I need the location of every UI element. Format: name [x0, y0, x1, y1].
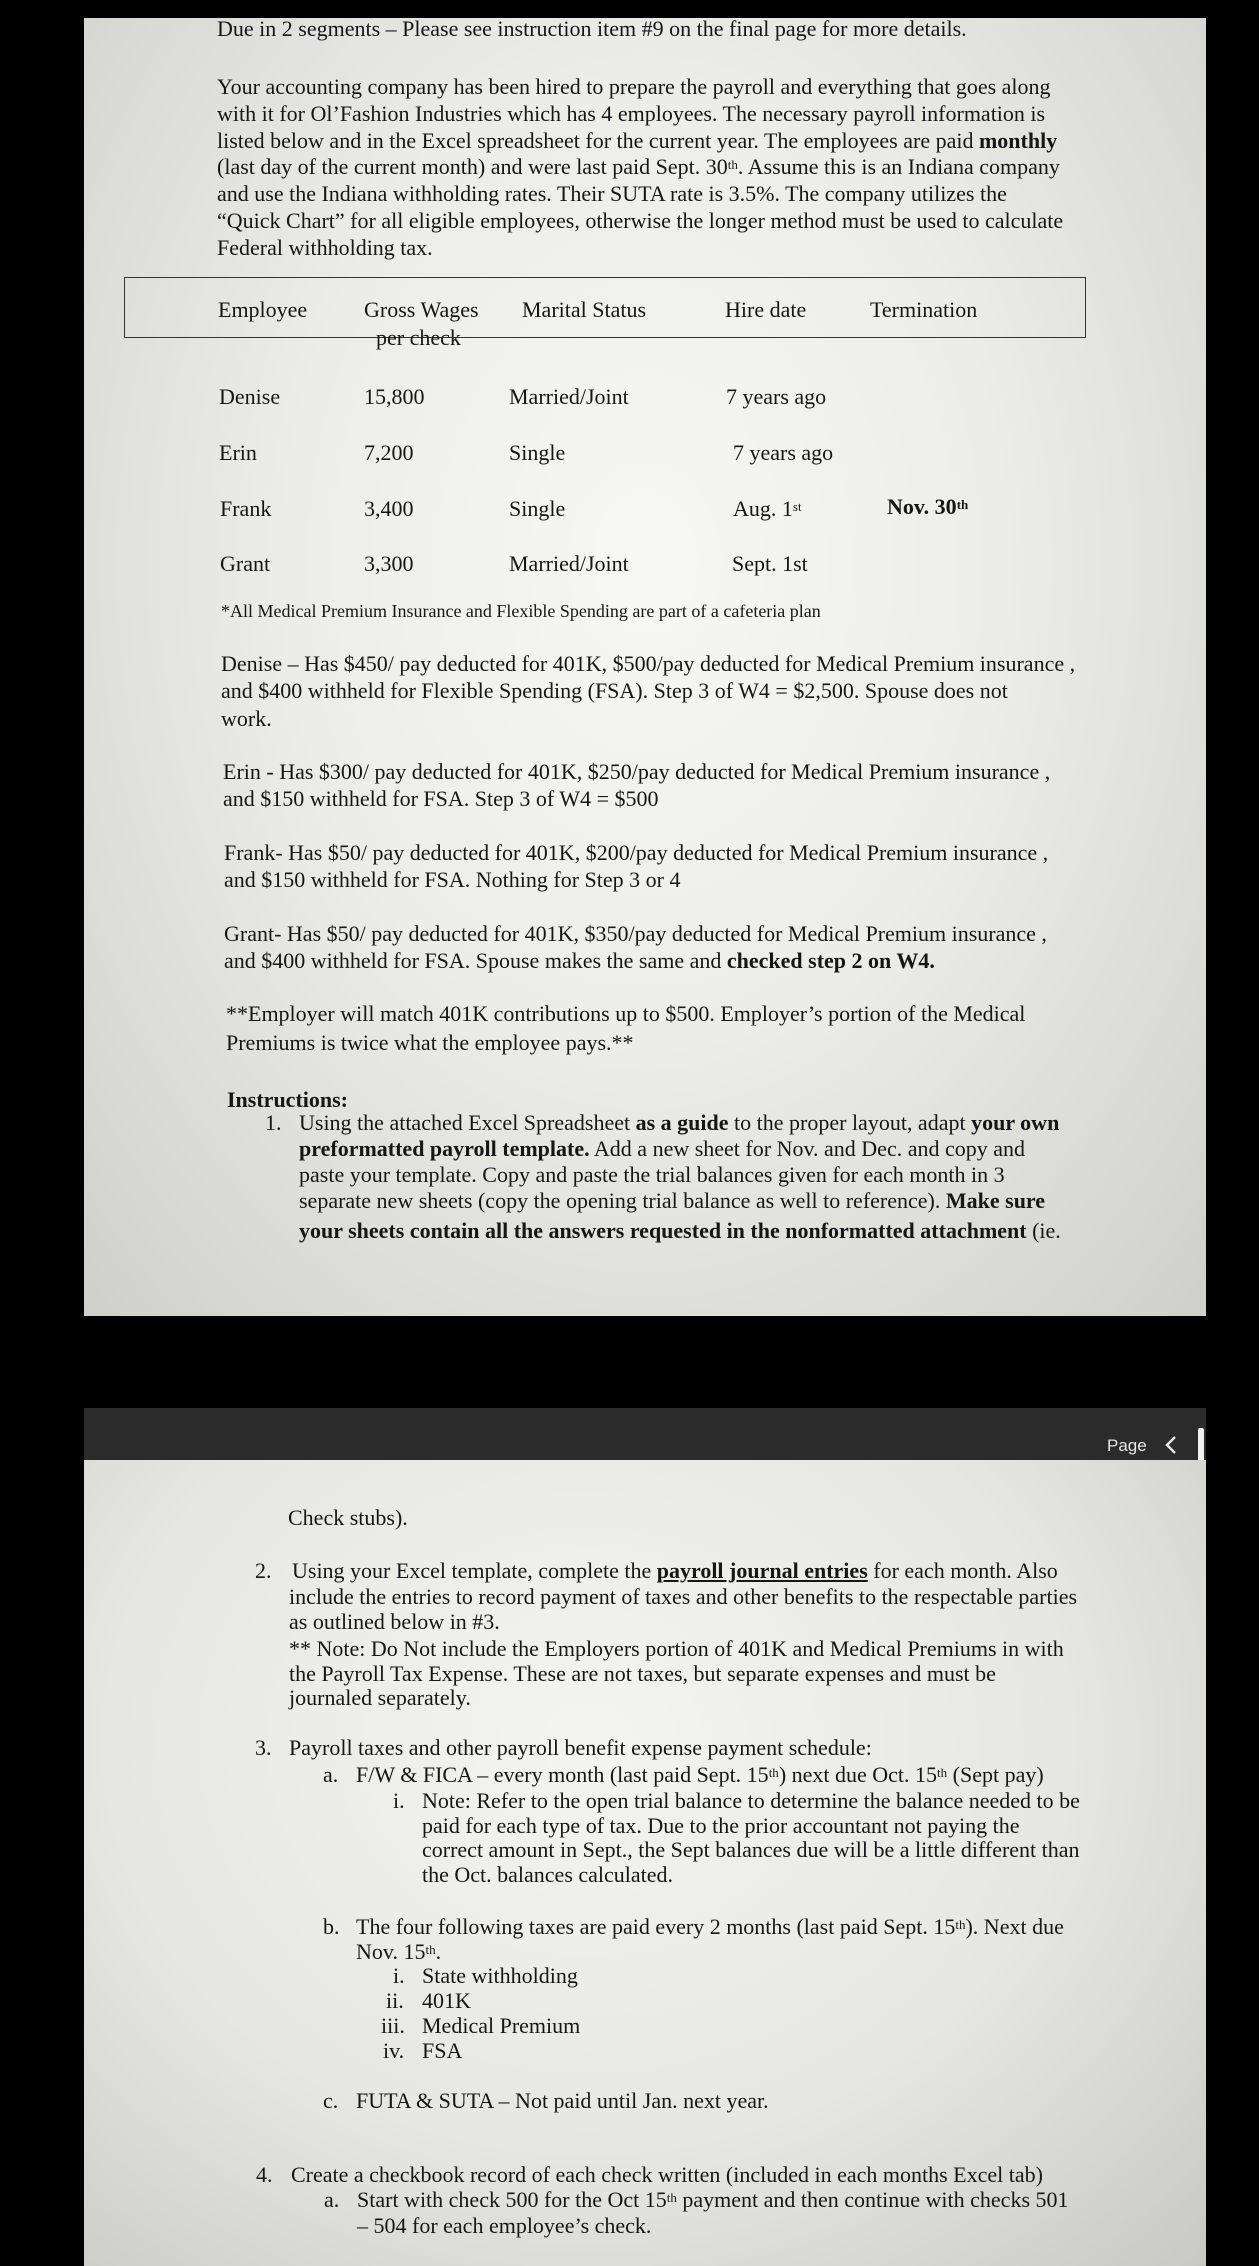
intro-line: and use the Indiana withholding rates. Their SUTA rate is 3.5%. The company utilizes the — [217, 181, 1007, 206]
sub-label: c. — [323, 2088, 339, 2113]
chevron-left-icon[interactable] — [1161, 1432, 1181, 1458]
employee-wages: 7,200 — [364, 440, 414, 465]
employee-wages: 3,300 — [364, 551, 414, 576]
employee-name: Grant — [220, 551, 271, 576]
item-line: journaled separately. — [289, 1685, 471, 1710]
list-label: iv. — [383, 2038, 405, 2063]
due-line: Due in 2 segments – Please see instruction item #9 on the final page for more details. — [217, 16, 967, 41]
list-label: ii. — [386, 1988, 404, 2013]
sub-sub-line: correct amount in Sept., the Sept balances due will be a little different than — [422, 1837, 1080, 1862]
sub-sub-label: i. — [393, 1788, 405, 1813]
item-number: 4. — [256, 2162, 273, 2187]
header-gross-wages: Gross Wages — [364, 297, 479, 322]
sub-sub-line: paid for each type of tax. Due to the prior accountant not paying the — [422, 1813, 1020, 1838]
match-line: **Employer will match 401K contributions up to $500. Employer’s portion of the Medical — [226, 1001, 1026, 1026]
header-termination: Termination — [870, 297, 978, 322]
page-label: Page — [1107, 1436, 1147, 1455]
instructions-heading: Instructions: — [227, 1087, 349, 1112]
sub-line: FUTA & SUTA – Not paid until Jan. next year. — [356, 2088, 769, 2113]
note-line: Denise – Has $450/ pay deducted for 401K, $500/pay deducted for Medical Premium insurance , — [221, 651, 1076, 676]
sub-line: The four following taxes are paid every 2 months (last paid Sept. 15th). Next due — [356, 1914, 1064, 1939]
employee-hire: Aug. 1st — [733, 496, 802, 521]
intro-line: Your accounting company has been hired to prepare the payroll and everything that goes along — [217, 74, 1051, 99]
employee-wages: 3,400 — [364, 496, 414, 521]
scrollbar-thumb[interactable] — [1198, 1428, 1204, 1464]
header-hire-date: Hire date — [725, 297, 807, 322]
note-line: and $150 withheld for FSA. Nothing for Step 3 or 4 — [224, 867, 681, 892]
employee-status: Single — [509, 440, 566, 465]
sub-line: – 504 for each employee’s check. — [357, 2213, 652, 2238]
note-line: Erin - Has $300/ pay deducted for 401K, $250/pay deducted for Medical Premium insurance , — [223, 759, 1051, 784]
item-line: paste your template. Copy and paste the trial balances given for each month in 3 — [299, 1162, 1005, 1187]
item-number: 3. — [255, 1735, 272, 1760]
employee-termination: Nov. 30th — [887, 494, 969, 519]
employee-status: Married/Joint — [509, 384, 629, 409]
employee-wages: 15,800 — [364, 384, 425, 409]
item-line: your sheets contain all the answers requested in the nonformatted attachment (ie. — [299, 1218, 1061, 1243]
list-label: iii. — [381, 2013, 405, 2038]
intro-line: Federal withholding tax. — [217, 235, 433, 260]
note-line: and $400 withheld for Flexible Spending (FSA). Step 3 of W4 = $2,500. Spouse does not — [221, 678, 1008, 703]
note-line: and $400 withheld for FSA. Spouse makes the same and checked step 2 on W4. — [224, 948, 935, 973]
employee-hire: 7 years ago — [733, 440, 834, 465]
item-number: 1. — [265, 1110, 282, 1135]
match-line: Premiums is twice what the employee pays.** — [226, 1030, 634, 1055]
intro-line: (last day of the current month) and were last paid Sept. 30th. Assume this is an Indiana company — [217, 154, 1060, 179]
employee-name: Denise — [219, 384, 281, 409]
item-line: include the entries to record payment of taxes and other benefits to the respectable parties — [289, 1584, 1078, 1609]
note-line: Frank- Has $50/ pay deducted for 401K, $200/pay deducted for Medical Premium insurance , — [224, 840, 1049, 865]
sub-label: a. — [323, 1762, 339, 1787]
employee-status: Single — [509, 496, 566, 521]
item-line: preformatted payroll template. Add a new sheet for Nov. and Dec. and copy and — [299, 1136, 1026, 1161]
viewer-toolbar — [84, 1408, 1206, 1460]
note-line: Grant- Has $50/ pay deducted for 401K, $350/pay deducted for Medical Premium insurance , — [224, 921, 1047, 946]
sub-sub-line: Note: Refer to the open trial balance to determine the balance needed to be — [422, 1788, 1080, 1813]
employee-name: Erin — [219, 440, 257, 465]
note-line: and $150 withheld for FSA. Step 3 of W4 = $500 — [223, 786, 659, 811]
check-stubs-line: Check stubs). — [288, 1505, 408, 1530]
item-number: 2. — [255, 1558, 272, 1583]
employee-status: Married/Joint — [509, 551, 629, 576]
item-line: Using your Excel template, complete the payroll journal entries for each month. Also — [292, 1558, 1058, 1583]
sub-label: a. — [324, 2187, 340, 2212]
item-title: Create a checkbook record of each check written (included in each months Excel tab) — [291, 2162, 1043, 2187]
item-line: separate new sheets (copy the opening trial balance as well to reference). Make sure — [299, 1188, 1046, 1213]
list-item: FSA — [422, 2038, 463, 2063]
list-item: 401K — [422, 1988, 471, 2013]
intro-line: with it for Ol’Fashion Industries which has 4 employees. The necessary payroll information is — [217, 101, 1046, 126]
item-line: as outlined below in #3. — [289, 1609, 500, 1634]
sub-line: F/W & FICA – every month (last paid Sept. 15th) next due Oct. 15th (Sept pay) — [356, 1762, 1044, 1787]
item-line: ** Note: Do Not include the Employers portion of 401K and Medical Premiums in with — [289, 1636, 1064, 1661]
item-line: Using the attached Excel Spreadsheet as a guide to the proper layout, adapt your own — [299, 1110, 1060, 1135]
sub-line: Nov. 15th. — [356, 1939, 442, 1964]
employee-hire: 7 years ago — [726, 384, 827, 409]
employee-name: Frank — [220, 496, 272, 521]
sub-label: b. — [323, 1914, 340, 1939]
header-employee: Employee — [218, 297, 308, 322]
header-per-check: per check — [376, 325, 461, 350]
item-title: Payroll taxes and other payroll benefit expense payment schedule: — [289, 1735, 872, 1760]
list-item: Medical Premium — [422, 2013, 581, 2038]
intro-line: listed below and in the Excel spreadsheet for the current year. The employees are paid monthly — [217, 128, 1058, 153]
note-line: work. — [221, 706, 272, 731]
item-line: the Payroll Tax Expense. These are not taxes, but separate expenses and must be — [289, 1661, 996, 1686]
header-marital-status: Marital Status — [522, 297, 647, 322]
sub-line: Start with check 500 for the Oct 15th payment and then continue with checks 501 — [357, 2187, 1069, 2212]
intro-line: “Quick Chart” for all eligible employees, otherwise the longer method must be used to calculate — [217, 208, 1064, 233]
list-item: State withholding — [422, 1963, 578, 1988]
employee-hire: Sept. 1st — [732, 551, 808, 576]
cafeteria-note: *All Medical Premium Insurance and Flexible Spending are part of a cafeteria plan — [221, 601, 821, 621]
list-label: i. — [393, 1963, 405, 1988]
sub-sub-line: the Oct. balances calculated. — [422, 1862, 674, 1887]
